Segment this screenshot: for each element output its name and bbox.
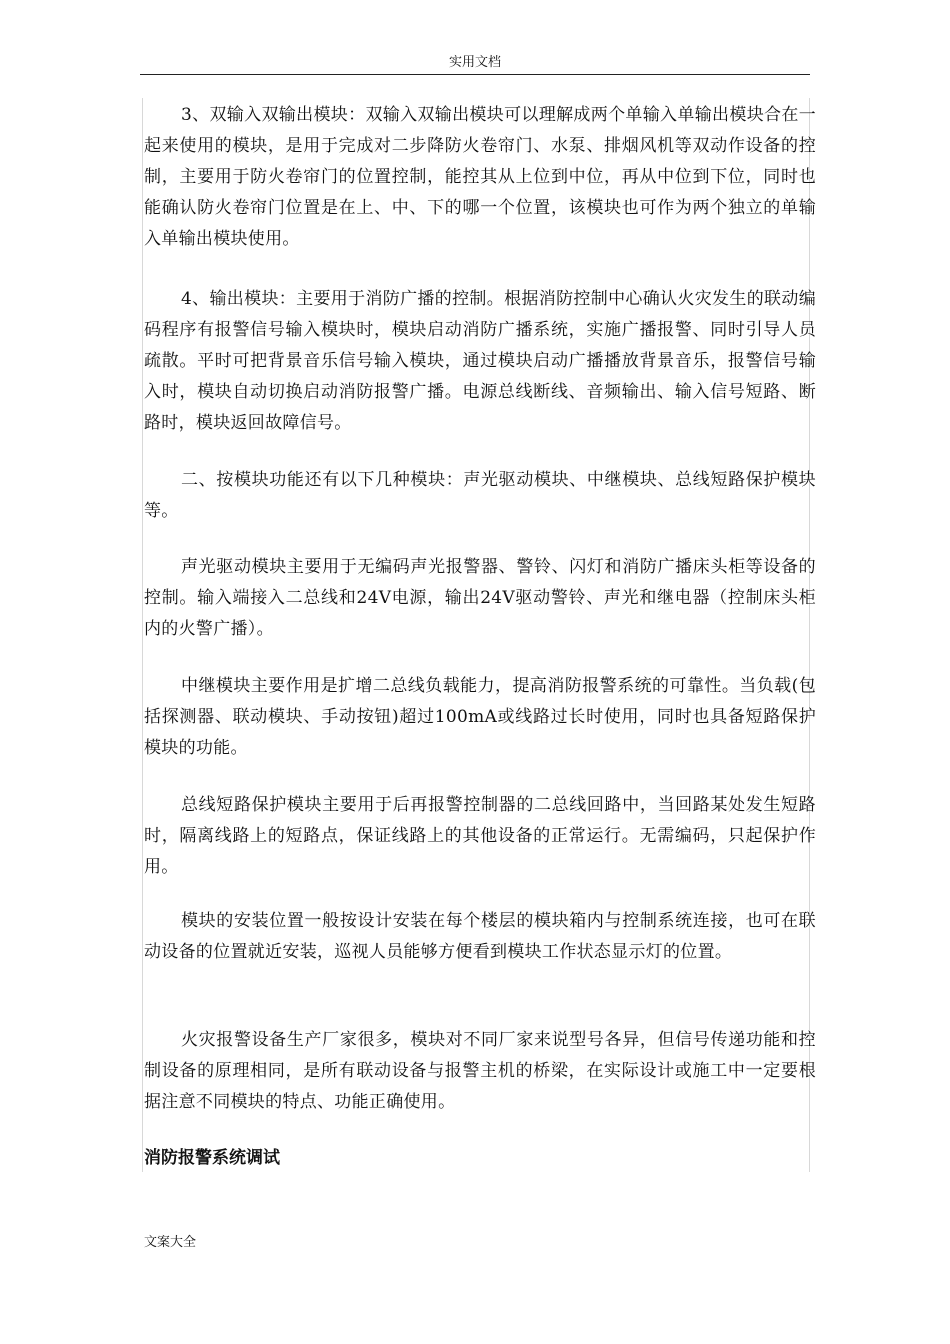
paragraph-dual-io-module: 3、双输入双输出模块：双输入双输出模块可以理解成两个单输入单输出模块合在一起来使用的模块，是用于完成对二步降防火卷帘门、水泵、排烟风机等双动作设备的控制，主要用于防火卷帘门的位置控制，能控其从上位到中位，再从中位到下位，同时也能确认防火卷帘门位置是在上、中、下的哪一个位置，该模块也可作为两个独立的单输入单输出模块使用。 [144, 105, 816, 249]
paragraph-installation-position: 模块的安装位置一般按设计安装在每个楼层的模块箱内与控制系统连接，也可在联动设备的位置就近安装，巡视人员能够方便看到模块工作状态显示灯的位置。 [144, 911, 816, 962]
page-footer: 文案大全 [144, 1235, 197, 1250]
paragraph-module-types: 二、按模块功能还有以下几种模块：声光驱动模块、中继模块、总线短路保护模块等。 [144, 470, 816, 521]
section-heading: 消防报警系统调试 [144, 1148, 280, 1168]
paragraph-output-module: 4、输出模块：主要用于消防广播的控制。根据消防控制中心确认火灾发生的联动编码程序有报警信号输入模块时，模块启动消防广播系统，实施广播报警、同时引导人员疏散。平时可把背景音乐信号输入模块，通过模块启动广播播放背景音乐，报警信号输入时，模块自动切换启动消防报警广播。电源总线断线、音频输出、输入信号短路、断路时，模块返回故障信号。 [144, 289, 816, 433]
paragraph-short-circuit-module: 总线短路保护模块主要用于后再报警控制器的二总线回路中，当回路某处发生短路时，隔离线路上的短路点，保证线路上的其他设备的正常运行。无需编码，只起保护作用。 [144, 795, 816, 877]
page-header: 实用文档 [140, 56, 810, 75]
paragraph-relay-module: 中继模块主要作用是扩增二总线负载能力，提高消防报警系统的可靠性。当负载(包括探测器、联动模块、手动按钮)超过100mA或线路过长时使用，同时也具备短路保护模块的功能。 [144, 676, 816, 758]
paragraph-sound-light-module: 声光驱动模块主要用于无编码声光报警器、警铃、闪灯和消防广播床头柜等设备的控制。输入端接入二总线和24V电源，输出24V驱动警铃、声光和继电器（控制床头柜内的火警广播）。 [144, 557, 816, 639]
paragraph-manufacturer-note: 火灾报警设备生产厂家很多，模块对不同厂家来说型号各异，但信号传递功能和控制设备的原理相同，是所有联动设备与报警主机的桥梁，在实际设计或施工中一定要根据注意不同模块的特点、功能正确使用。 [144, 1030, 816, 1112]
